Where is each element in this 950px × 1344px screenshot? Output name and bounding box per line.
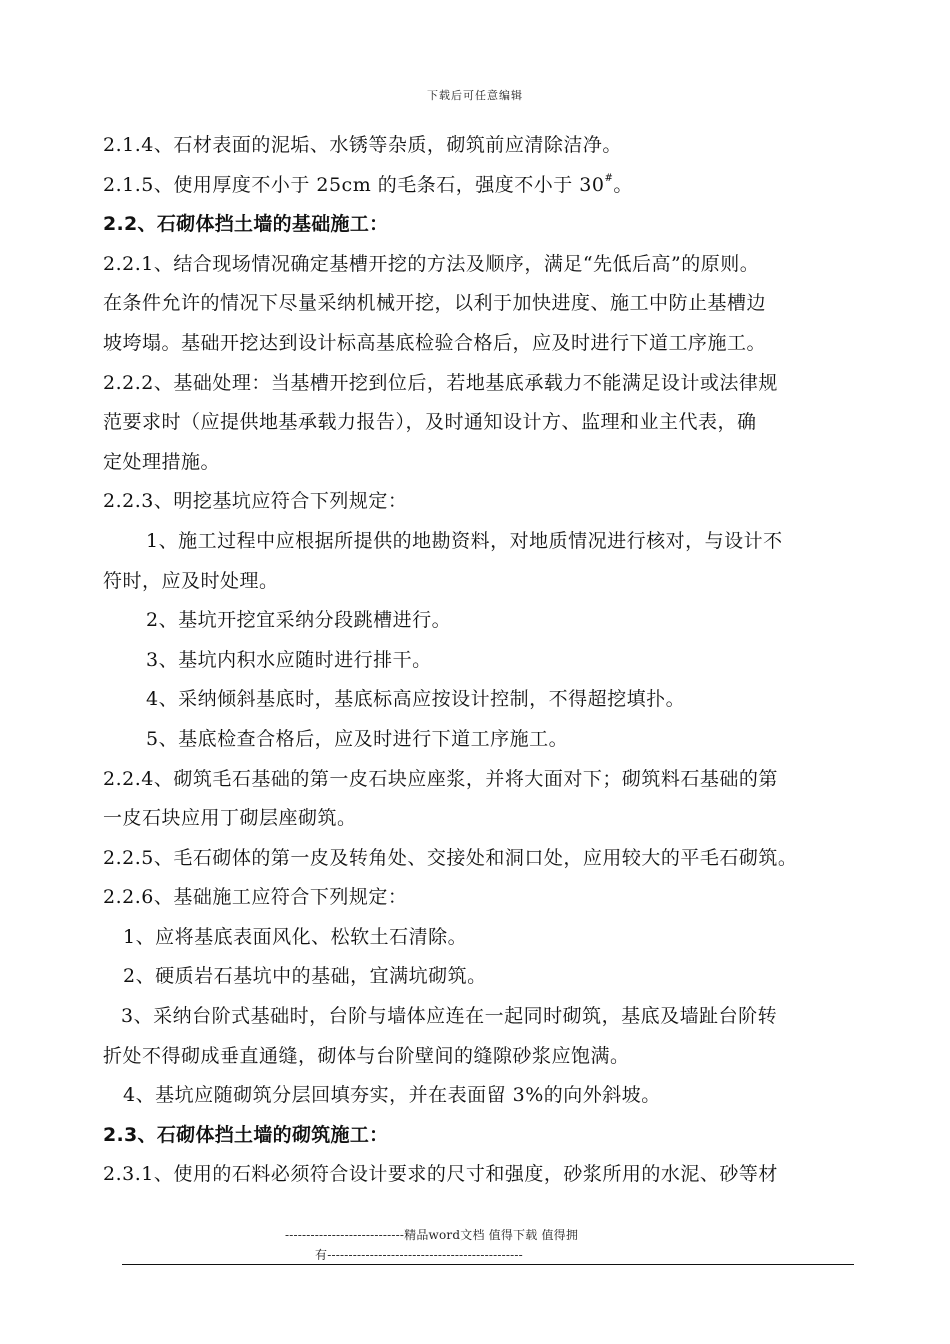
text-line: 符时，应及时处理。	[103, 569, 279, 592]
page-header: 下载后可任意编辑	[427, 89, 523, 102]
footer-line-1: ----------------------------精品word文档 值得下载 值得拥	[285, 1228, 579, 1242]
text-line: 2.1.4、石材表面的泥垢、水锈等杂质，砌筑前应清除洁净。	[103, 134, 622, 156]
text-line: 坡垮塌。基础开挖达到设计标高基底检验合格后，应及时进行下道工序施工。	[103, 331, 767, 354]
text-line: 5、基底检查合格后，应及时进行下道工序施工。	[146, 727, 569, 750]
text-line: 定处理措施。	[103, 450, 221, 473]
text-line: 折处不得砌成垂直通缝，砌体与台阶壁间的缝隙砂浆应饱满。	[103, 1044, 630, 1067]
footer-rule	[122, 1264, 854, 1265]
section-heading: 2.2、石砌体挡土墙的基础施工：	[103, 213, 389, 236]
text-line: 1、应将基底表面风化、松软土石清除。	[123, 925, 468, 948]
text-line: 2、基坑开挖宜采纳分段跳槽进行。	[146, 609, 452, 632]
text-line: 1、施工过程中应根据所提供的地勘资料，对地质情况进行核对，与设计不	[146, 529, 783, 552]
text-line: 3、基坑内积水应随时进行排干。	[146, 648, 432, 671]
text-line: 一皮石块应用丁砌层座砌筑。	[103, 807, 357, 830]
text-line: 在条件允许的情况下尽量采纳机械开挖，以利于加快进度、施工中防止基槽边	[103, 292, 767, 315]
superscript: #	[604, 173, 614, 185]
text-line: 范要求时（应提供地基承载力报告），及时通知设计方、监理和业主代表，确	[103, 411, 757, 434]
text-line: 2.3.1、使用的石料必须符合设计要求的尺寸和强度，砂浆所用的水泥、砂等材	[103, 1163, 778, 1186]
text-line: 2.2.3、明挖基坑应符合下列规定：	[103, 490, 408, 513]
text-line: 2.2.1、结合现场情况确定基槽开挖的方法及顺序，满足“先低后高”的原则。	[103, 252, 760, 275]
text-line: 4、采纳倾斜基底时，基底标高应按设计控制，不得超挖填扑。	[146, 688, 686, 711]
footer-line-2: 有----------------------------------------------	[315, 1248, 523, 1262]
section-heading: 2.3、石砌体挡土墙的砌筑施工：	[103, 1123, 389, 1146]
text-line: 4、基坑应随砌筑分层回填夯实，并在表面留 3%的向外斜坡。	[123, 1084, 661, 1107]
text-line: 2.2.5、毛石砌体的第一皮及转角处、交接处和洞口处，应用较大的平毛石砌筑。	[103, 846, 798, 869]
text-line: 2.2.4、砌筑毛石基础的第一皮石块应座浆，并将大面对下；砌筑料石基础的第	[103, 767, 778, 790]
text-line: 2.2.6、基础施工应符合下列规定：	[103, 886, 408, 909]
text-line: 2、硬质岩石基坑中的基础，宜满坑砌筑。	[123, 965, 487, 988]
text-line: 3、采纳台阶式基础时，台阶与墙体应连在一起同时砌筑，基底及墙趾台阶转	[121, 1005, 778, 1028]
text-line: 2.1.5、使用厚度不小于 25cm 的毛条石，强度不小于 30#。	[103, 173, 633, 196]
text-line: 2.2.2、基础处理：当基槽开挖到位后，若地基底承载力不能满足设计或法律规	[103, 371, 778, 394]
document-body	[103, 126, 893, 1195]
